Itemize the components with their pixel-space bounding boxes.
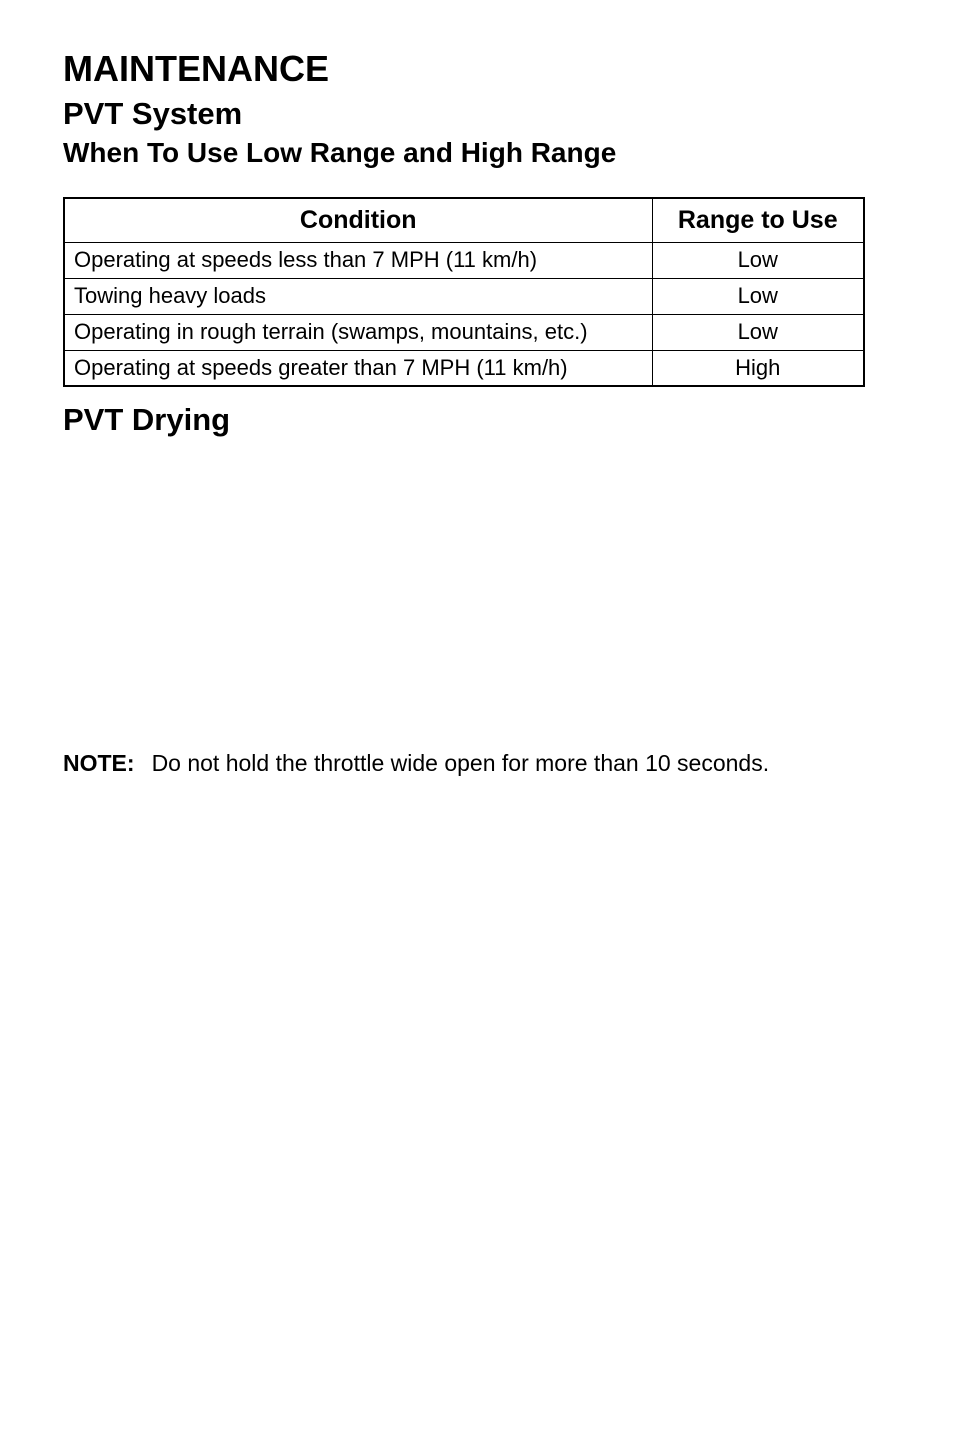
range-cell: High (652, 350, 864, 386)
when-to-use-heading: When To Use Low Range and High Range (63, 137, 617, 168)
table-body (64, 242, 864, 386)
pvt-system-heading: PVT System (63, 96, 243, 131)
table-row (64, 278, 864, 314)
table-row (64, 242, 864, 278)
range-column-header: Range to Use (652, 198, 864, 242)
table-row (64, 314, 864, 350)
range-cell: Low (652, 278, 864, 314)
range-cell: Low (652, 314, 864, 350)
range-cell: Low (652, 242, 864, 278)
table-header (64, 198, 864, 242)
pvt-drying-heading: PVT Drying (63, 402, 231, 437)
page-title: MAINTENANCE (63, 48, 329, 89)
condition-cell: Operating at speeds less than 7 MPH (11 km/h) (64, 242, 652, 278)
table-row (64, 350, 864, 386)
note-paragraph (63, 750, 769, 776)
note-label: NOTE: (63, 750, 135, 776)
condition-column-header: Condition (64, 198, 652, 242)
range-to-use-table (63, 197, 865, 387)
condition-cell: Operating in rough terrain (swamps, mountains, etc.) (64, 314, 652, 350)
note-text: Do not hold the throttle wide open for more than 10 seconds. (151, 750, 770, 776)
condition-cell: Operating at speeds greater than 7 MPH (11 km/h) (64, 350, 652, 386)
table-header-row (64, 198, 864, 242)
condition-cell: Towing heavy loads (64, 278, 652, 314)
